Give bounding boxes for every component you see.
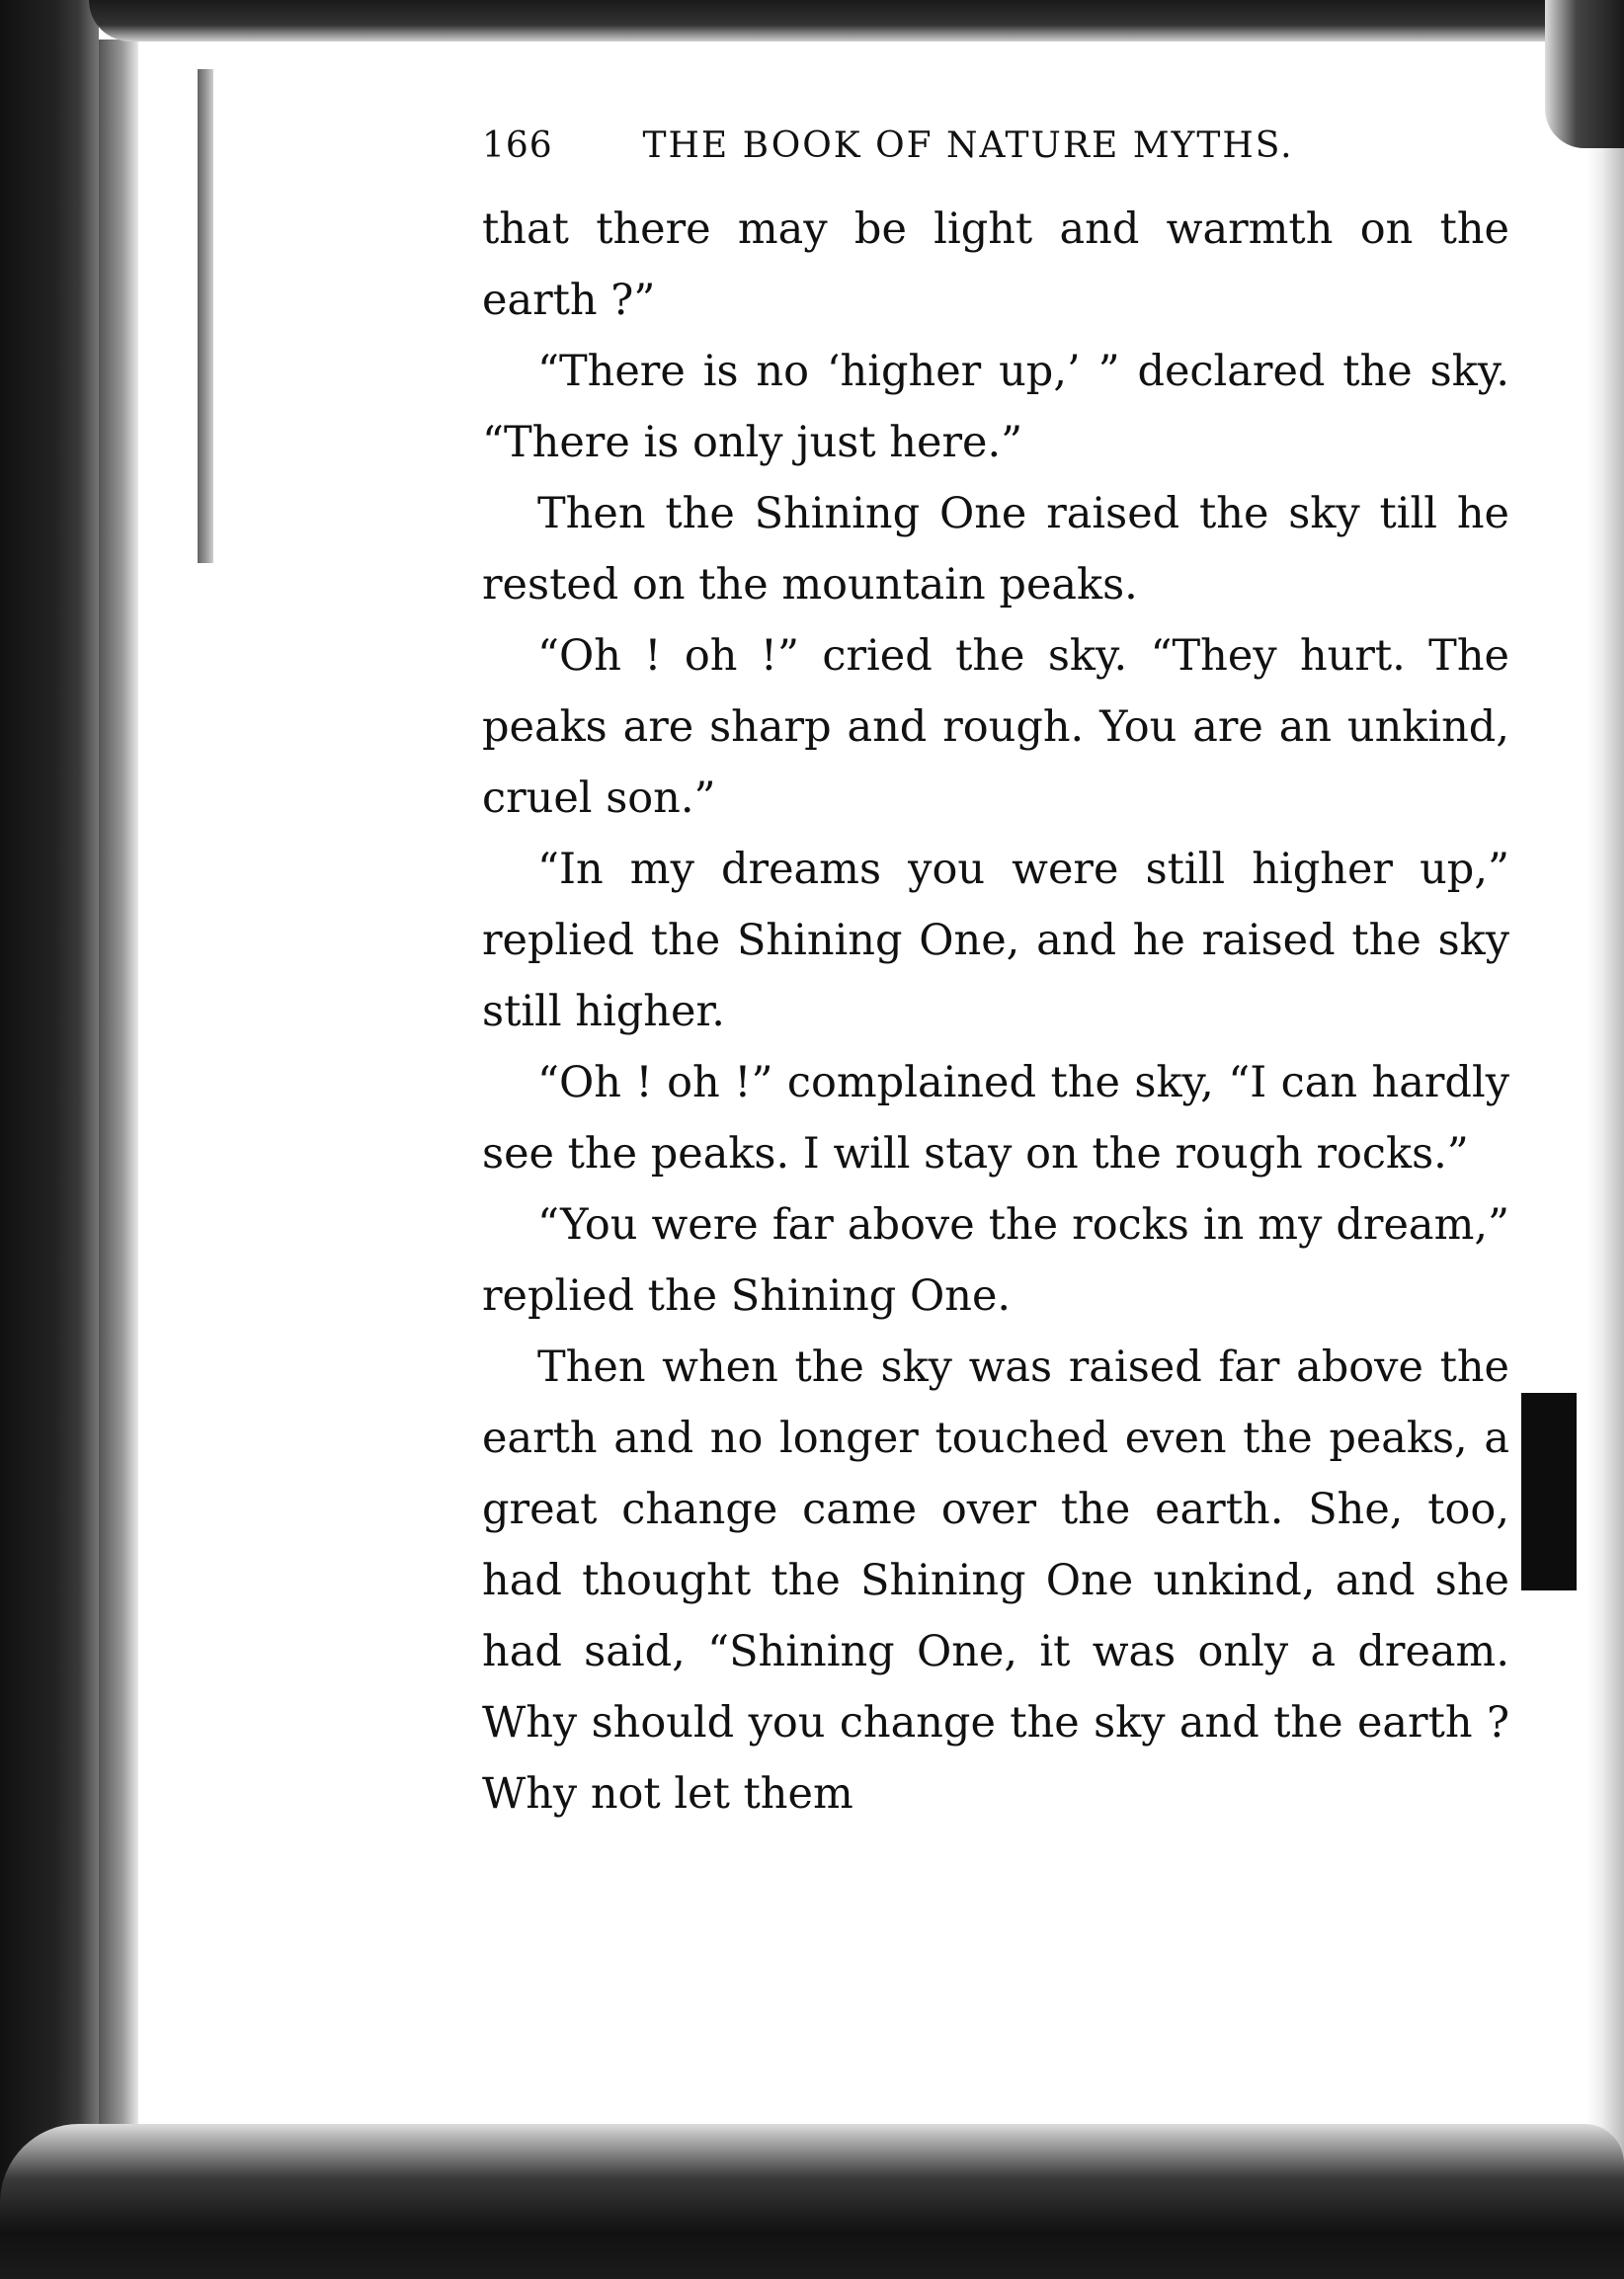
paragraph: that there may be light and warmth on the earth ?” [482, 204, 1509, 325]
spine-shadow [198, 69, 213, 563]
paragraph: Then the Shining One raised the sky till he rested on the mountain peaks. [482, 489, 1509, 610]
book-title: THE BOOK OF NATURE MYTHS. [642, 125, 1294, 166]
book-corner-top-right [1545, 0, 1624, 148]
book-edge-top [89, 0, 1624, 41]
paragraph: “Oh ! oh !” cried the sky. “They hurt. The peaks are sharp and rough. You are an unkind, cruel son.” [482, 631, 1509, 823]
running-head [482, 117, 1509, 176]
book-edge-right [1586, 148, 1624, 2163]
page-number: 166 [482, 125, 553, 166]
book-page [482, 117, 1509, 1830]
paragraph: “There is no ‘higher up,’ ” declared the sky. “There is only just here.” [482, 347, 1509, 467]
paragraph: “In my dreams you were still higher up,” replied the Shining One, and he raised the sky still higher. [482, 845, 1509, 1036]
book-gutter-shadow [99, 40, 138, 2223]
book-edge-left [0, 0, 99, 2279]
paragraph: Then when the sky was raised far above the earth and no longer touched even the peaks, a great change came over the earth. She, too, had thought the Shining One unkind, and she had said, “Shining One, it was only a dream. Why should you change the sky and the earth ? Why not let them [482, 1343, 1509, 1819]
body-text [482, 194, 1509, 1830]
book-edge-bottom [0, 2124, 1624, 2279]
paragraph: “Oh ! oh !” complained the sky, “I can hardly see the peaks. I will stay on the rough rocks.” [482, 1058, 1509, 1179]
scan-dark-tab [1521, 1393, 1577, 1590]
paragraph: “You were far above the rocks in my dream,” replied the Shining One. [482, 1200, 1509, 1321]
